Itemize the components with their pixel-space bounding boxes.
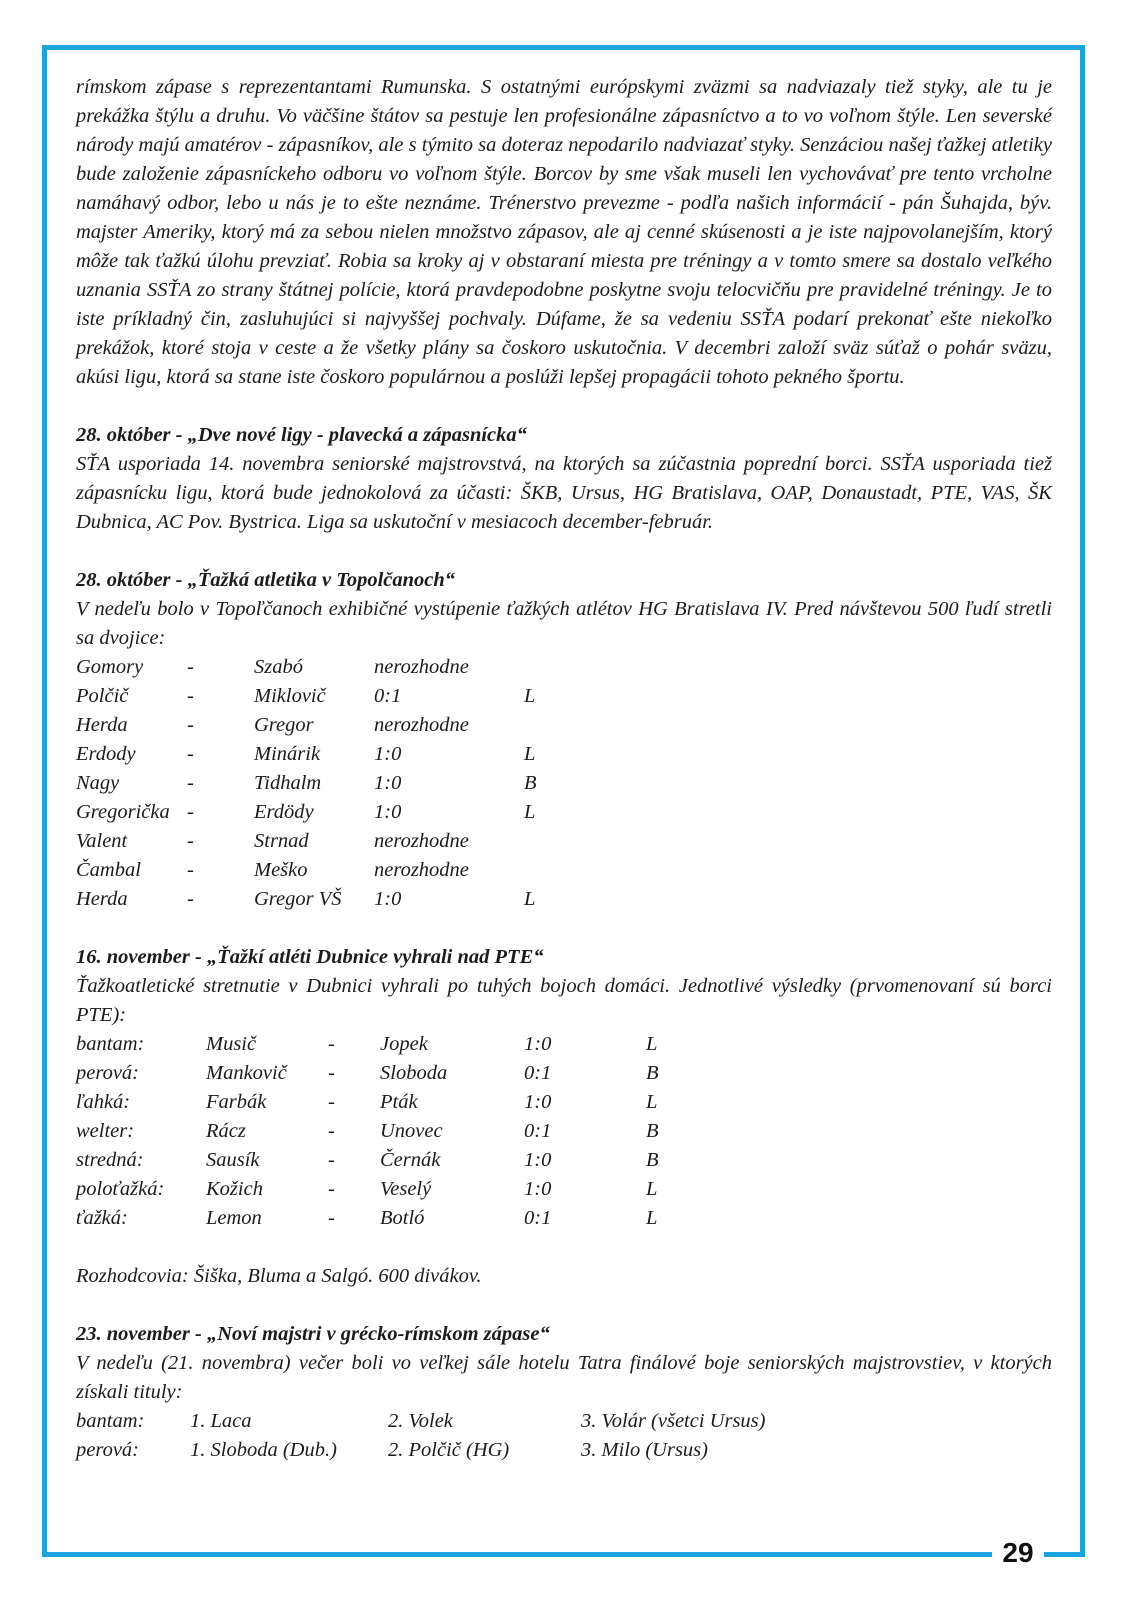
table-cell: L (646, 1178, 658, 1200)
table-cell: Rácz (206, 1120, 246, 1142)
section-tazka-atletika-topolcany (76, 566, 1052, 914)
article-content (76, 73, 1052, 1465)
section-dve-nove-ligy (76, 421, 1052, 537)
table-cell: Miklovič (254, 685, 326, 707)
table-cell: - (328, 1120, 335, 1142)
table-cell: 1:0 (524, 1091, 552, 1113)
section-paragraph: Ťažkoatletické stretnutie v Dubnici vyhrali po tuhých bojoch domáci. Jednotlivé výsledky (prvomenovaní sú borci PTE): (76, 975, 1052, 1026)
table-cell: ľahká: (76, 1091, 131, 1113)
table-row (76, 885, 1052, 914)
table-cell: Erdody (76, 743, 136, 765)
section-heading: 28. október - „Dve nové ligy - plavecká a zápasnícka“ (76, 424, 527, 446)
table-row (76, 653, 1052, 682)
table-cell: Lemon (206, 1207, 262, 1229)
table-cell: poloťažká: (76, 1178, 165, 1200)
table-cell: Čambal (76, 859, 141, 881)
referees-note: Rozhodcovia: Šiška, Bluma a Salgó. 600 divákov. (76, 1265, 482, 1287)
section-paragraph: V nedeľu (21. novembra) večer boli vo veľkej sále hotelu Tatra finálové boje seniorských majstrovstiev, v ktorých získali tituly: (76, 1352, 1052, 1403)
table-cell: - (328, 1207, 335, 1229)
table-cell: 3. Milo (Ursus) (581, 1439, 708, 1461)
table-cell: B (646, 1062, 659, 1084)
table-cell: 1:0 (374, 888, 402, 910)
table-cell (524, 827, 564, 856)
table-cell: nerozhodne (374, 656, 469, 678)
table-row (76, 827, 1052, 856)
table-cell (524, 653, 564, 682)
table-cell: perová: (76, 1062, 139, 1084)
table-row (76, 1175, 1052, 1204)
table-cell: Gregorička (76, 801, 170, 823)
table-cell: Černák (380, 1149, 441, 1171)
table-cell: Herda (76, 888, 128, 910)
table-cell: nerozhodne (374, 830, 469, 852)
section-heading: 28. október - „Ťažká atletika v Topolčanoch“ (76, 569, 456, 591)
table-cell: nerozhodne (374, 859, 469, 881)
table-row (76, 1059, 1052, 1088)
table-cell: Polčič (76, 685, 129, 707)
table-row (76, 682, 1052, 711)
table-row (76, 740, 1052, 769)
table-cell: - (187, 801, 194, 823)
table-cell (524, 711, 564, 740)
table-cell: bantam: (76, 1410, 145, 1432)
table-cell: Musič (206, 1033, 257, 1055)
table-cell: 1:0 (374, 743, 402, 765)
table-cell: L (524, 685, 536, 707)
table-cell: - (187, 714, 194, 736)
table-cell: Gregor VŠ (254, 888, 342, 910)
table-cell: Erdödy (254, 801, 314, 823)
table-cell: 2. Volek (388, 1410, 453, 1432)
table-cell: 1:0 (524, 1178, 552, 1200)
champions-table (76, 1407, 1052, 1465)
spacer (76, 1233, 1052, 1262)
table-cell: L (646, 1207, 658, 1229)
table-cell: 0:1 (524, 1120, 552, 1142)
table-cell: 1. Sloboda (Dub.) (190, 1439, 337, 1461)
section-paragraph: V nedeľu bolo v Topoľčanoch exhibičné vystúpenie ťažkých atlétov HG Bratislava IV. Pred návštevou 500 ľudí stretli sa dvojice: (76, 598, 1052, 649)
table-cell: Tidhalm (254, 772, 322, 794)
table-cell: Jopek (380, 1033, 428, 1055)
section-dubnica-vs-pte (76, 943, 1052, 1291)
table-cell: - (328, 1062, 335, 1084)
intro-paragraph: rímskom zápase s reprezentantami Rumunska. S ostatnými európskymi zväzmi sa nadviazaly tiež styky, ale tu je prekážka štýlu a druhu. Vo väčšine štátov sa pestuje len profesionálne zápasníctvo a to vo voľnom štýle. Len severské národy majú amatérov - zápasníkov, ale s týmito sa doteraz nepodarilo nadviazať styky. Senzáciou našej ťažkej atletiky bude založenie zápasníckeho odboru vo voľnom štýle. Borcov by sme však museli len vychovávať pre tento vrcholne namáhavý odbor, lebo u nás je to ešte neznáme. Trénerstvo prevezme - podľa našich informácií - pán Šuhajda, býv. majster Ameriky, ktorý má za sebou nielen množstvo zápasov, ale aj cenné skúsenosti a je iste najpovolanejším, ktorý môže tak ťažkú úlohu prevziať. Robia sa kroky aj v obstaraní miesta pre tréningy a v tomto smere sa dostalo veľkého uznania SSŤA zo strany štátnej polície, ktorá pravdepodobne poskytne svoju telocvičňu pre pravidelné tréningy. Je to iste príkladný čin, zasluhujúci si najvyššej pochvaly. Dúfame, že sa vedeniu SSŤA podarí prekonať ešte niekoľko prekážok, ktoré stoja v ceste a že všetky plány sa čoskoro uskutočnia. V decembri založí sväz súťaž o pohár sväzu, akúsi ligu, ktorá sa stane iste čoskoro populárnou a poslúži lepšej propagácii tohoto pekného športu. (76, 76, 1052, 388)
table-cell: Strnad (254, 830, 309, 852)
table-cell: 1:0 (374, 801, 402, 823)
table-cell: bantam: (76, 1033, 145, 1055)
table-cell: L (524, 888, 536, 910)
table-cell: Valent (76, 830, 128, 852)
table-cell: B (646, 1120, 659, 1142)
table-cell: Sausík (206, 1149, 260, 1171)
table-cell: Farbák (206, 1091, 267, 1113)
table-row (76, 769, 1052, 798)
table-cell: - (187, 888, 194, 910)
table-cell: B (524, 772, 537, 794)
table-cell: - (187, 772, 194, 794)
table-cell: 0:1 (524, 1062, 552, 1084)
table-cell: - (187, 656, 194, 678)
table-cell: L (646, 1091, 658, 1113)
table-row (76, 1030, 1052, 1059)
table-cell: perová: (76, 1439, 139, 1461)
table-cell: L (646, 1033, 658, 1055)
table-cell: Pták (380, 1091, 418, 1113)
table-row (76, 1146, 1052, 1175)
table-cell: Nagy (76, 772, 120, 794)
table-cell: nerozhodne (374, 714, 469, 736)
table-cell: 0:1 (524, 1207, 552, 1229)
table-cell (524, 856, 564, 885)
table-cell: 1:0 (374, 772, 402, 794)
table-cell: stredná: (76, 1149, 144, 1171)
results-table (76, 1030, 1052, 1233)
table-cell: ťažká: (76, 1207, 128, 1229)
table-cell: - (328, 1149, 335, 1171)
table-cell: L (524, 743, 536, 765)
table-cell: 0:1 (374, 685, 402, 707)
table-row (76, 1117, 1052, 1146)
table-cell: Kožich (206, 1178, 263, 1200)
table-cell: 2. Polčič (HG) (388, 1439, 510, 1461)
section-heading: 23. november - „Noví majstri v grécko-rímskom zápase“ (76, 1323, 550, 1345)
table-cell: 1:0 (524, 1149, 552, 1171)
table-cell: Mankovič (206, 1062, 287, 1084)
bouts-table (76, 653, 1052, 914)
table-cell: welter: (76, 1120, 135, 1142)
section-paragraph: SŤA usporiada 14. novembra seniorské majstrovstvá, na ktorých sa zúčastnia poprední borci. SSŤA usporiada tiež zápasnícku ligu, ktorá bude jednokolová za účasti: ŠKB, Ursus, HG Bratislava, OAP, Donaustadt, PTE, VAS, ŠK Dubnica, AC Pov. Bystrica. Liga sa uskutoční v mesiacoch december-február. (76, 453, 1052, 533)
table-cell: Minárik (254, 743, 321, 765)
table-cell: Herda (76, 714, 128, 736)
table-cell: Sloboda (380, 1062, 448, 1084)
table-cell: - (328, 1033, 335, 1055)
section-novi-majstri (76, 1320, 1052, 1465)
table-cell: - (328, 1091, 335, 1113)
table-cell: 1:0 (524, 1033, 552, 1055)
table-row (76, 1407, 1052, 1436)
table-cell: - (187, 685, 194, 707)
table-row (76, 1204, 1052, 1233)
section-heading: 16. november - „Ťažkí atléti Dubnice vyhrali nad PTE“ (76, 946, 544, 968)
table-row (76, 798, 1052, 827)
table-cell: - (187, 830, 194, 852)
table-cell: 1. Laca (190, 1410, 252, 1432)
table-cell: Szabó (254, 656, 303, 678)
table-cell: - (187, 859, 194, 881)
table-cell: B (646, 1149, 659, 1171)
table-cell: Botló (380, 1207, 425, 1229)
table-row (76, 856, 1052, 885)
table-row (76, 1436, 1052, 1465)
frame-bottom-right (1044, 1552, 1085, 1557)
table-cell: Unovec (380, 1120, 443, 1142)
table-row (76, 1088, 1052, 1117)
table-cell: - (187, 743, 194, 765)
table-cell: Veselý (380, 1178, 432, 1200)
frame-bottom-left (42, 1552, 992, 1557)
table-cell: Gregor (254, 714, 314, 736)
table-cell: L (524, 801, 536, 823)
table-cell: 3. Volár (všetci Ursus) (581, 1410, 766, 1432)
table-cell: - (328, 1178, 335, 1200)
table-cell: Gomory (76, 656, 144, 678)
table-cell: Meško (254, 859, 308, 881)
table-row (76, 711, 1052, 740)
page-number: 29 (1002, 1537, 1034, 1568)
